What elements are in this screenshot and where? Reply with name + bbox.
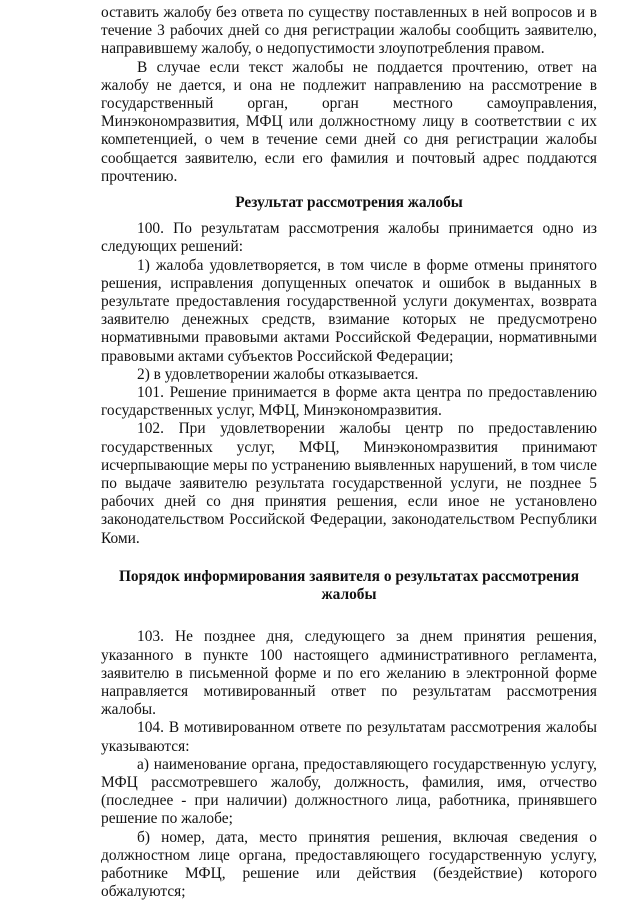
paragraph-102: 102. При удовлетворении жалобы центр по предоставлению государственных услуг, МФЦ, Минэкономразвития принимают исчерпывающие меры по устранению выявленных нарушений, в том числе по выдаче заявителю результата государственной услуги, не позднее 5 рабочих дней со дня принятия решения, если иное не установлено законодательством Российской Федерации, законодательством Республики Коми. xyxy=(101,420,597,547)
paragraph-101: 101. Решение принимается в форме акта центра по предоставлению государственных услуг, МФЦ, Минэкономразвития. xyxy=(101,384,597,420)
paragraph-103: 103. Не позднее дня, следующего за днем принятия решения, указанного в пункте 100 настоящего административного регламента, заявителю в письменной форме и по его желанию в электронной форме направляется мотивированный ответ по результатам рассмотрения жалобы. xyxy=(101,628,597,719)
paragraph-100-item-2: 2) в удовлетворении жалобы отказывается. xyxy=(137,365,419,383)
paragraph-unreadable-complaint: В случае если текст жалобы не поддается прочтению, ответ на жалобу не дается, и она не подлежит направлению на рассмотрение в государственный орган, орган местного самоуправления, Минэкономразвития, МФЦ или должностному лицу в соответствии с их компетенцией, о чем в течение семи дней со дня регистрации жалобы сообщается заявителю, если его фамилия и почтовый адрес поддаются прочтению. xyxy=(101,58,597,185)
section-heading-complaint-result: Результат рассмотрения жалобы xyxy=(235,194,463,212)
paragraph-100: 100. По результатам рассмотрения жалобы принимается одно из следующих решений: xyxy=(101,220,597,256)
paragraph-104-item-a: а) наименование органа, предоставляющего государственную услугу, МФЦ рассмотревшего жалобу, должность, фамилия, имя, отчество (последнее - при наличии) должностного лица, работника, принявшего решение по жалобе; xyxy=(101,755,597,828)
paragraph-104: 104. В мотивированном ответе по результатам рассмотрения жалобы указываются: xyxy=(101,719,597,755)
section-heading-line-1: Порядок информирования заявителя о результатах рассмотрения xyxy=(118,567,580,585)
section-heading-informing-applicant xyxy=(101,568,597,604)
paragraph-continuation: оставить жалобу без ответа по существу поставленных в ней вопросов и в течение 3 рабочих дней со дня регистрации жалобы сообщить заявителю, направившему жалобу, о недопустимости злоупотребления правом. xyxy=(101,4,597,58)
section-heading-line-2: жалобы xyxy=(321,586,377,604)
paragraph-100-item-1: 1) жалоба удовлетворяется, в том числе в форме отмены принятого решения, исправления допущенных опечаток и ошибок в выданных в результате предоставления государственной услуги документах, возврата заявителю денежных средств, взимание которых не предусмотрено нормативными правовыми актами Российской Федерации, нормативными правовыми актами субъектов Российской Федерации; xyxy=(101,256,597,365)
paragraph-104-item-b: б) номер, дата, место принятия решения, включая сведения о должностном лице органа, предоставляющего государственную услугу, работнике МФЦ, решение или действия (бездействие) которого обжалуются; xyxy=(101,828,597,901)
